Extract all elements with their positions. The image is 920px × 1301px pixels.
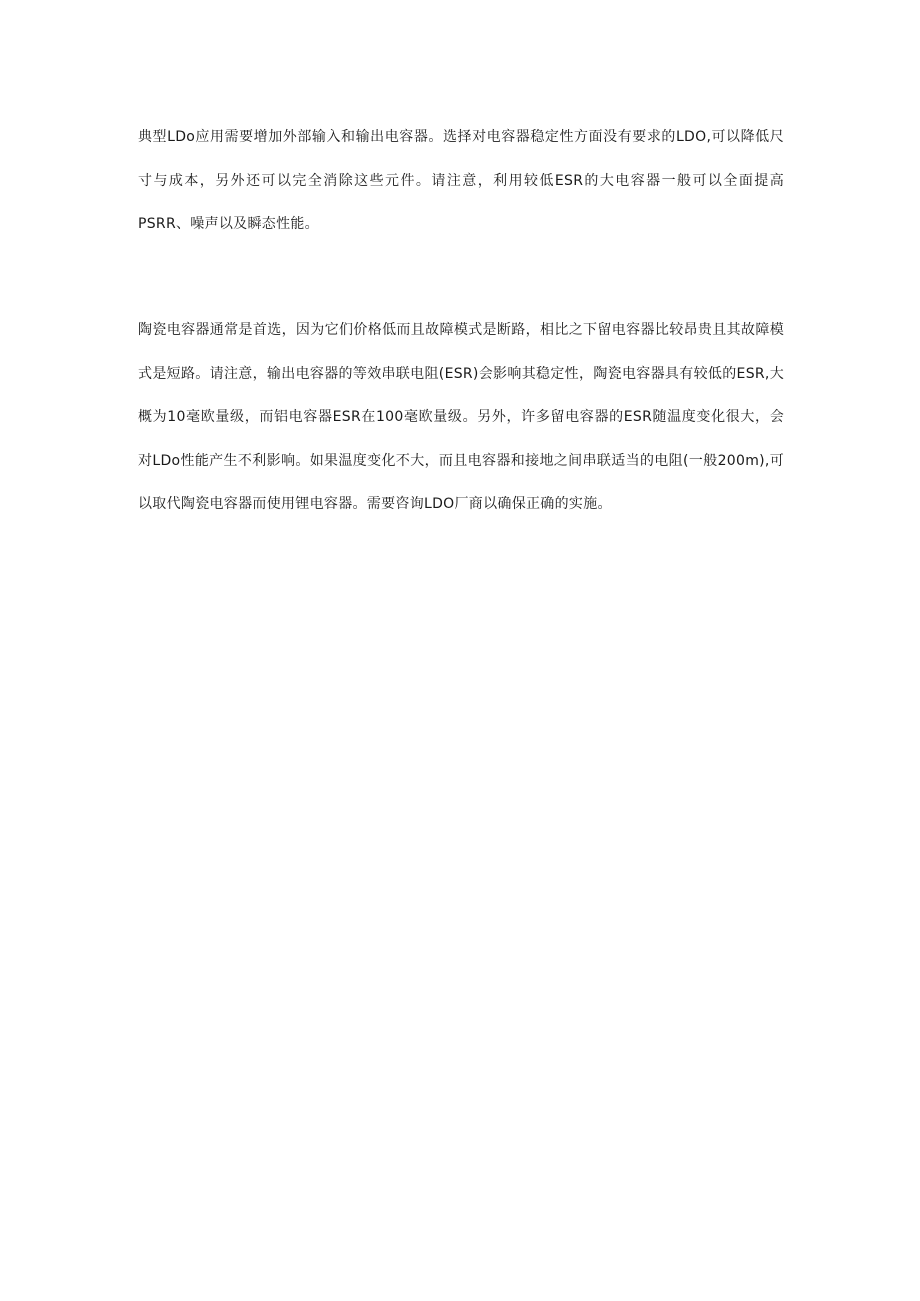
paragraph-ceramic-capacitors: 陶瓷电容器通常是首选，因为它们价格低而且故障模式是断路，相比之下留电容器比较昂贵且其故障模式是短路。请注意，输出电容器的等效串联电阻(ESR)会影响其稳定性，陶瓷电容器具有较低的ESR,大概为10毫欧量级，而铝电容器ESR在100毫欧量级。另外，许多留电容器的ESR随温度变化很大，会对LDo性能产生不利影响。如果温度变化不大，而且电容器和接地之间串联适当的电阻(一般200m),可以取代陶瓷电容器而使用锂电容器。需要咨询LDO厂商以确保正确的实施。 [138,322,784,513]
paragraph-ldo-capacitors: 典型LDo应用需要增加外部输入和输出电容器。选择对电容器稳定性方面没有要求的LDO,可以降低尺寸与成本，另外还可以完全消除这些元件。请注意，利用较低ESR的大电容器一般可以全面提高PSRR、噪声以及瞬态性能。 [138,129,784,233]
